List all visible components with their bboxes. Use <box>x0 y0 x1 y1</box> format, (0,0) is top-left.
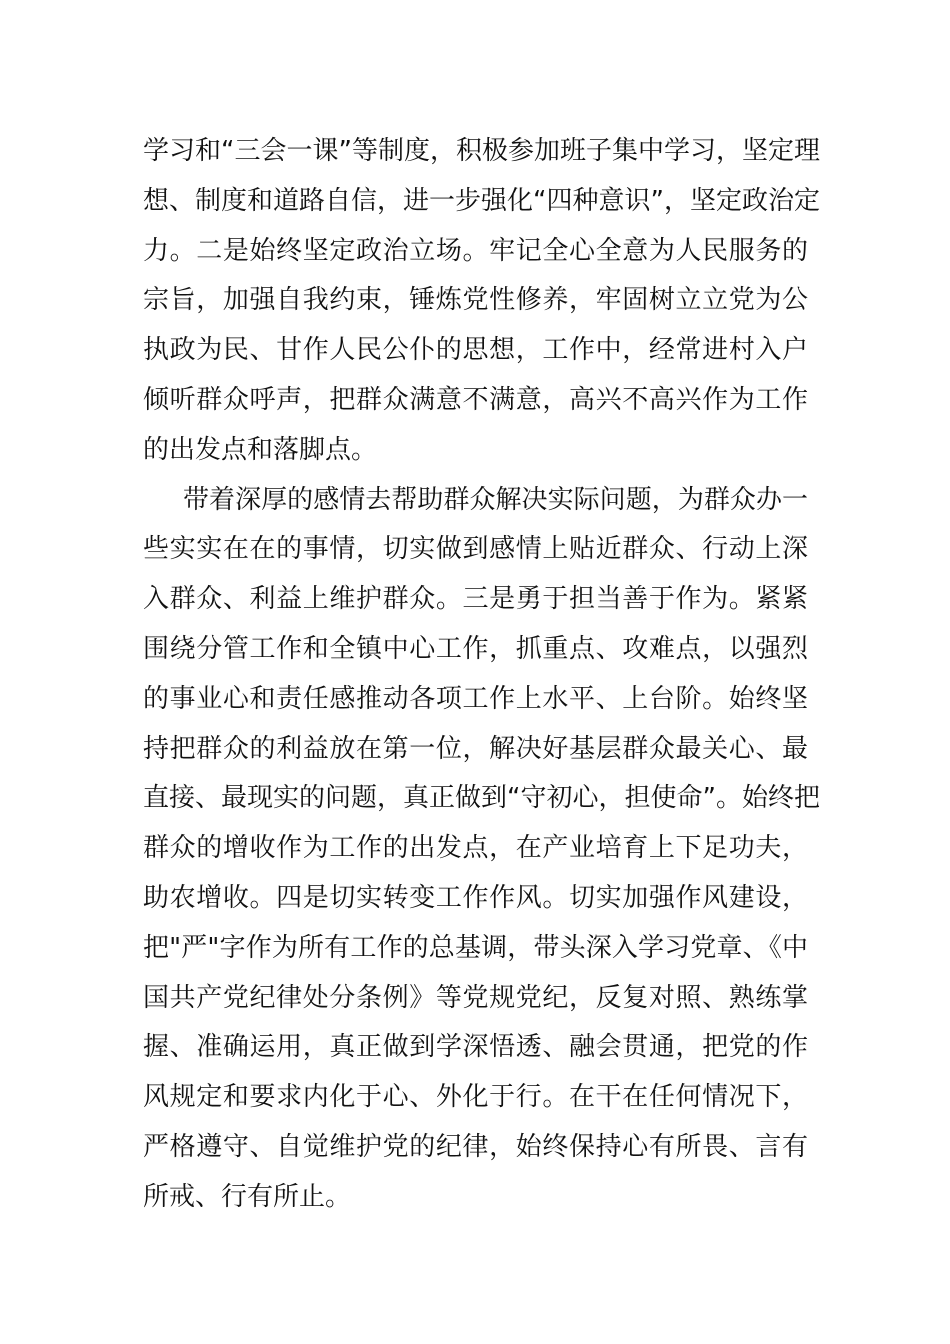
paragraph-1-line-4: 宗旨，加强自我约束，锤炼党性修养，牢固树立立党为公 <box>143 285 808 316</box>
paragraph-2-line-3: 入群众、利益上维护群众。三是勇于担当善于作为。紧紧 <box>143 584 808 615</box>
paragraph-2-line-7: 直接、最现实的问题，真正做到“守初心，担使命”。始终把 <box>143 783 820 814</box>
paragraph-2-line-12: 握、准确运用，真正做到学深悟透、融会贯通，把党的作 <box>143 1032 808 1063</box>
paragraph-1-line-1: 学习和“三会一课”等制度，积极参加班子集中学习，坚定理 <box>143 136 820 166</box>
paragraph-2-line-1: 带着深厚的感情去帮助群众解决实际问题，为群众办一 <box>183 484 808 515</box>
paragraph-2-line-4: 围绕分管工作和全镇中心工作，抓重点、攻难点，以强烈 <box>143 633 808 664</box>
paragraph-2-line-8: 群众的增收作为工作的出发点，在产业培育上下足功夫， <box>143 833 808 864</box>
paragraph-1-line-5: 执政为民、甘作人民公仆的思想，工作中，经常进村入户 <box>143 335 808 366</box>
paragraph-2-line-10: 把"严"字作为所有工作的总基调，带头深入学习党章、《中 <box>143 932 808 963</box>
paragraph-2-line-9: 助农增收。四是切实转变工作作风。切实加强作风建设， <box>143 882 808 913</box>
paragraph-1-line-3: 力。二是始终坚定政治立场。牢记全心全意为人民服务的 <box>143 235 808 266</box>
body-text <box>143 127 820 1223</box>
paragraph-2-line-14: 严格遵守、自觉维护党的纪律，始终保持心有所畏、言有 <box>143 1131 808 1162</box>
paragraph-2-line-5: 的事业心和责任感推动各项工作上水平、上台阶。始终坚 <box>143 683 808 714</box>
paragraph-2-line-11: 国共产党纪律处分条例》等党规党纪，反复对照、熟练掌 <box>143 982 808 1013</box>
paragraph-1-line-6: 倾听群众呼声，把群众满意不满意，高兴不高兴作为工作 <box>143 384 808 415</box>
paragraph-1-line-7: 的出发点和落脚点。 <box>143 434 378 465</box>
paragraph-2-line-2: 些实实在在的事情，切实做到感情上贴近群众、行动上深 <box>143 534 808 565</box>
paragraph-1-line-2: 想、制度和道路自信，进一步强化“四种意识”，坚定政治定 <box>143 185 820 216</box>
paragraph-2-line-15: 所戒、行有所止。 <box>143 1181 352 1212</box>
paragraph-2-line-6: 持把群众的利益放在第一位，解决好基层群众最关心、最 <box>143 733 808 764</box>
paragraph-2-line-13: 风规定和要求内化于心、外化于行。在干在任何情况下， <box>143 1082 808 1113</box>
